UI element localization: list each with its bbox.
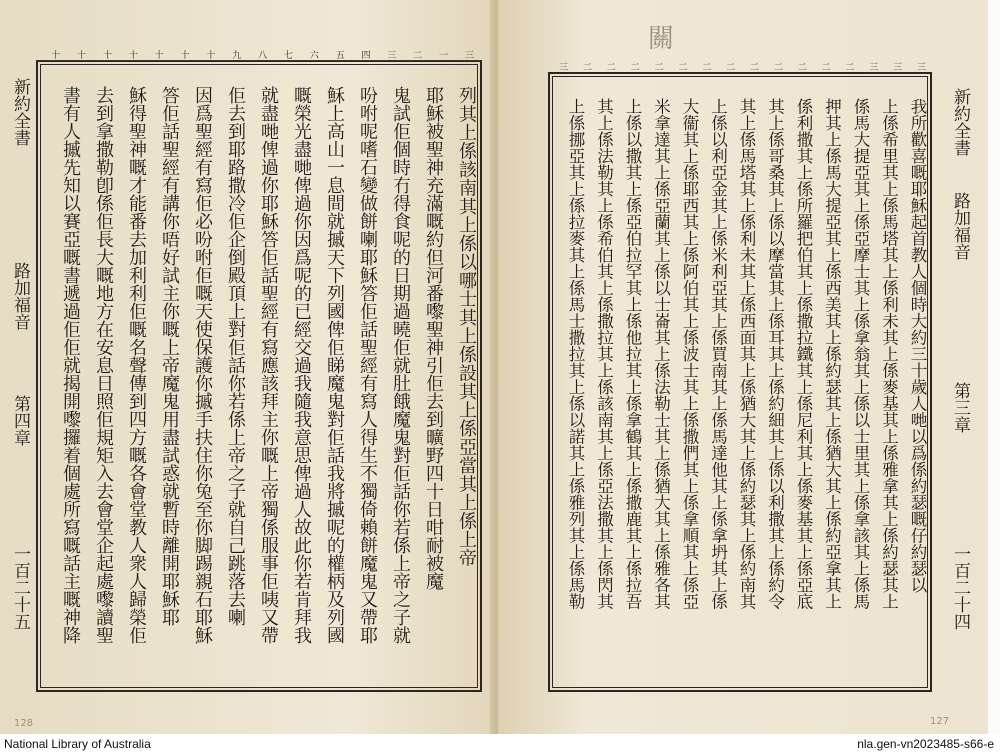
library-stamp: 關 <box>648 24 675 54</box>
right-chapter: 第三章 <box>950 382 970 433</box>
right-column-13: 上係挪亞其上係拉麥其上係馬士撒拉其上係以諾其上係雅列其上係馬勒 <box>566 98 585 610</box>
right-column-4: 押其上係馬大提亞其上係西美其上係約瑟其上係猶大其上係約亞拿其上 <box>822 98 842 610</box>
right-column-11: 上係以撒其上係亞伯拉罕其上係他拉其上係拿鶴其上係撒鹿其上係拉吾 <box>623 98 642 610</box>
left-column-4: 吩咐呢嗜石變做餅喇耶穌答佢話聖經有寫人得生不獨倚賴餅魔鬼又帶耶 <box>357 86 378 644</box>
left-book-title: 新約全書 <box>10 78 30 146</box>
right-gospel-title: 路加福音 <box>950 192 970 260</box>
right-column-10: 米拿達其上係亞蘭其上係以士崙其上係法勒士其上係猶大其上係雅各其 <box>651 98 671 610</box>
left-text-frame <box>36 51 482 692</box>
right-column-1: 我所歡喜嘅耶穌起首教人個時大約三十歲人哋以爲係約瑟嘅仔約瑟以 <box>908 98 927 593</box>
right-column-3: 係馬大提亞其上係亞摩士其上係拿翁其上係以士里其上係拿該其上係馬 <box>851 98 870 610</box>
right-verse-numbers: 三 二 二 二 二 二 二 二 二 二 二 二 二 三 三 三 <box>559 63 926 73</box>
left-column-13: 書有人摵先知以賽亞嘅書遞過佢佢就揭開嚟攞着個處所寫嘅話主嘅神降 <box>60 86 81 644</box>
left-column-3: 鬼試佢個時冇得食呢的日期過曉佢就肚餓魔鬼對佢話你若係上帝之子就 <box>390 86 411 644</box>
left-column-8: 佢去到耶路撒冷佢企倒殿頂上對佢話你若係上帝之子就自己跳落去喇 <box>225 86 246 626</box>
left-text-area <box>43 86 475 684</box>
left-column-9: 因爲聖經有寫佢必吩咐佢嘅天使保護你摵手扶住你兔至你脚踢親石耶穌 <box>192 86 213 644</box>
right-column-9: 大衞其上係耶西其上係阿伯其上係波士其上係撒們其上係拿順其上係亞 <box>680 98 699 610</box>
left-column-12: 去到拿撒勒卽係佢長大嘅地方在安息日照佢規矩入去會堂企起處嚟讀聖 <box>93 86 114 644</box>
right-pencil-note: 127 <box>930 716 950 727</box>
left-pencil-note: 128 <box>14 718 34 729</box>
right-column-5: 係利撒其上係所羅把伯其上係撒拉鐵其上係尼利其上係麥基其上係亞底 <box>794 98 813 610</box>
left-page-number: 一百二十五 <box>10 545 30 630</box>
left-column-7: 就盡哋俾過你耶穌答佢話聖經有寫應該拜主你嘅上帝獨係服事佢咦又帶 <box>258 86 279 644</box>
left-column-11: 穌得聖神嘅才能番去加利利佢嘅名聲傳到四方嘅各會堂教人衆人歸榮佢 <box>126 86 147 644</box>
right-column-12: 其上係法勒其上係希伯其上係撒拉其上係該南其上係亞法撒其上係閃其 <box>594 98 614 610</box>
left-page <box>0 0 498 734</box>
left-column-10: 答佢話聖經有講你唔好試主你嘅上帝魔鬼用盡試惑就暫時離開耶穌耶 <box>159 86 180 626</box>
right-page-number: 一百二十四 <box>950 545 970 630</box>
right-column-2: 上係希里其上係馬塔其上係利未其上係麥基其上係雅拿其上係約瑟其上 <box>879 98 899 610</box>
left-gospel-title: 路加福音 <box>10 262 30 330</box>
left-column-6: 嘅榮光盡哋俾過你因爲呢的已經交過我隨我意思俾過人故此你若肯拜我 <box>291 86 312 644</box>
left-chapter: 第四章 <box>10 395 30 446</box>
footer-record-id: nla.gen-vn2023485-s66-e <box>857 737 994 751</box>
right-column-6: 其上係哥桑其上係以摩當其上係耳其上係約細其上係以利撒其上係約令 <box>765 98 785 610</box>
left-column-2: 耶穌被聖神充滿嘅約但河番嚟聖神引佢去到曠野四十日咁耐被魔 <box>423 86 444 590</box>
footer-library-name: National Library of Australia <box>4 737 151 751</box>
right-column-7: 其上係馬塔其上係利未其上係西面其上係猶大其上係約瑟其上係約南其 <box>737 98 756 610</box>
footer-bar <box>0 734 1000 754</box>
right-text-frame <box>548 63 932 692</box>
left-verse-numbers: 十 十 十 十 十 十 十 九 八 七 六 五 四 三 二 一 三 <box>51 51 474 61</box>
right-text-area <box>555 98 925 684</box>
right-book-title: 新約全書 <box>950 88 970 156</box>
left-column-1: 列其上係該南其上係以哪士其上係設其上係亞當其上係上帝 <box>456 86 477 567</box>
left-column-5: 穌上高山一息間就摵天下列國俾佢睇魔鬼對佢話我將摵呢的權柄及列國 <box>324 86 345 644</box>
right-page <box>498 0 988 734</box>
right-column-8: 上係以利亞金其上係米利亞其上係買南其上係馬達他其上係拿坍其上係 <box>708 98 728 610</box>
